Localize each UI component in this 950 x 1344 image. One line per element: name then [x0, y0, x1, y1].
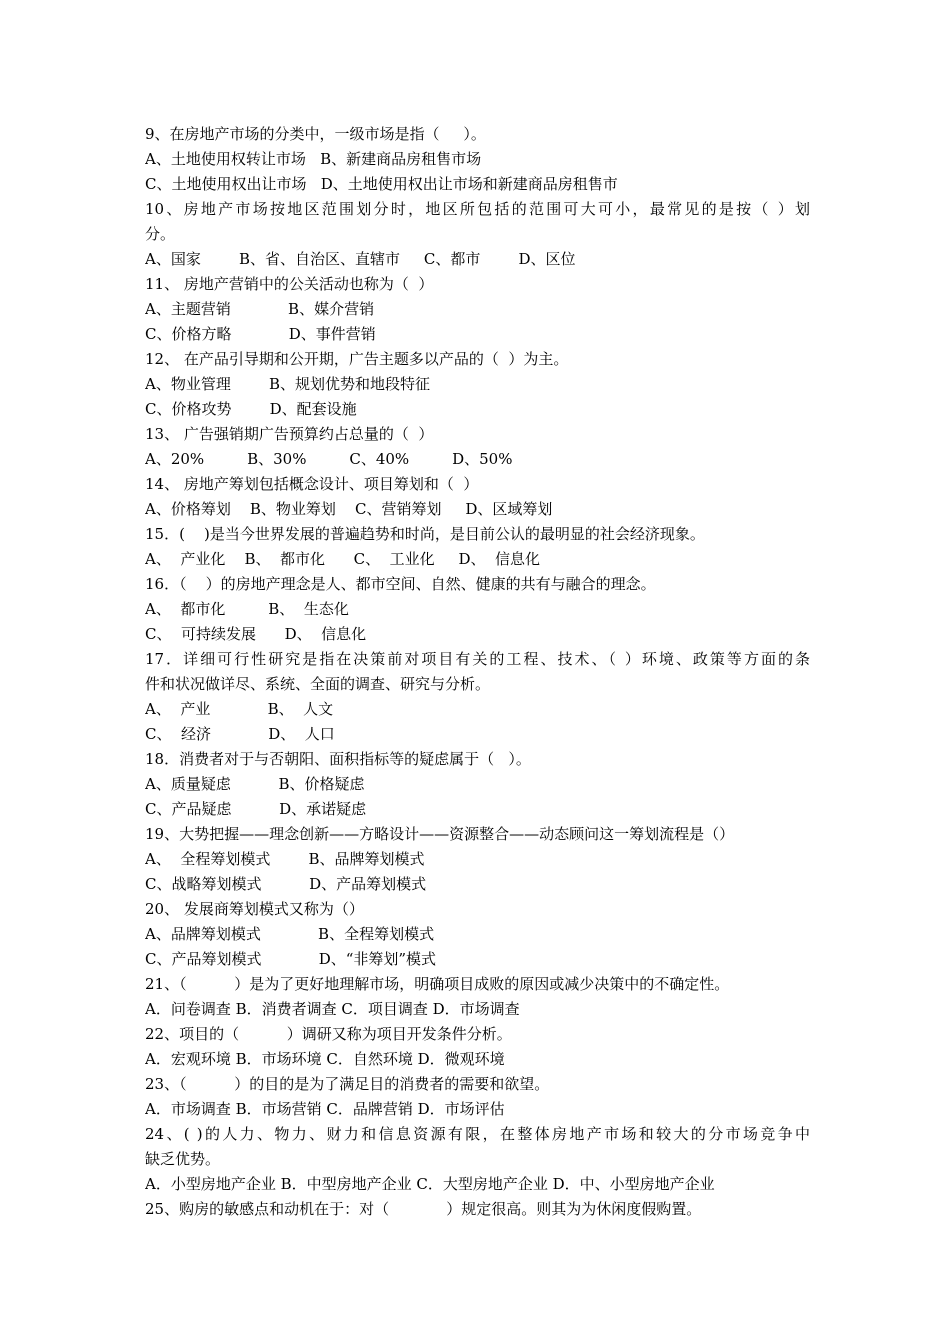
question-19-options-ab: A、 全程筹划模式 B、品牌筹划模式	[145, 850, 425, 868]
question-18-options-ab: A、质量疑虑 B、价格疑虑	[145, 775, 365, 793]
question-21-options: A．问卷调查 B．消费者调查 C．项目调查 D．市场调查	[145, 1000, 520, 1018]
question-22-stem: 22、项目的（ ）调研又称为项目开发条件分析。	[145, 1025, 512, 1043]
question-text-block	[145, 122, 810, 1222]
question-19-options-cd: C、战略筹划模式 D、产品筹划模式	[145, 875, 427, 893]
question-14-options: A、价格筹划 B、物业筹划 C、营销筹划 D、区域筹划	[145, 500, 553, 518]
question-25-stem: 25、购房的敏感点和动机在于：对（ ）规定很高。则其为为休闲度假购置。	[145, 1200, 702, 1218]
question-17-options-ab: A、 产业 B、 人文	[145, 700, 334, 718]
question-17-options-cd: C、 经济 D、 人口	[145, 725, 335, 743]
question-15-options: A、 产业化 B、 都市化 C、 工业化 D、 信息化	[145, 550, 541, 568]
question-23-options: A．市场调查 B．市场营销 C．品牌营销 D．市场评估	[145, 1100, 505, 1118]
question-9-stem: 9、在房地产市场的分类中，一级市场是指（ ）。	[145, 125, 486, 143]
question-20-options-ab: A、品牌筹划模式 B、全程筹划模式	[145, 925, 435, 943]
question-17-stem: 17．详细可行性研究是指在决策前对项目有关的工程、技术、（ ）环境、政策等方面的条	[145, 650, 810, 668]
question-20-stem: 20、 发展商筹划模式又称为（）	[145, 900, 364, 918]
question-18-options-cd: C、产品疑虑 D、承诺疑虑	[145, 800, 367, 818]
question-18-stem: 18．消费者对于与否朝阳、面积指标等的疑虑属于（ ）。	[145, 750, 531, 768]
question-13-options: A、20% B、30% C、40% D、50%	[145, 450, 513, 468]
question-11-options-ab: A、主题营销 B、媒介营销	[145, 300, 375, 318]
question-16-options-ab: A、 都市化 B、 生态化	[145, 600, 349, 618]
question-24-options: A．小型房地产企业 B．中型房地产企业 C．大型房地产企业 D．中、小型房地产企业	[145, 1175, 715, 1193]
question-9-options-cd: C、土地使用权出让市场 D、土地使用权出让市场和新建商品房租售市	[145, 175, 618, 193]
question-23-stem: 23、（ ）的目的是为了满足目的消费者的需要和欲望。	[145, 1075, 550, 1093]
question-24-stem-continued: 缺乏优势。	[145, 1150, 221, 1168]
question-16-stem: 16．（ ）的房地产理念是人、都市空间、自然、健康的共有与融合的理念。	[145, 575, 656, 593]
question-24-stem: 24、( )的人力、物力、财力和信息资源有限，在整体房地产市场和较大的分市场竞争中	[145, 1125, 810, 1143]
question-15-stem: 15．( )是当今世界发展的普遍趋势和时尚，是目前公认的最明显的社会经济现象。	[145, 525, 705, 543]
question-22-options: A．宏观环境 B．市场环境 C．自然环境 D．微观环境	[145, 1050, 505, 1068]
question-10-stem-continued: 分。	[145, 225, 176, 243]
question-10-options: A、国家 B、省、自治区、直辖市 C、都市 D、区位	[145, 250, 576, 268]
question-11-options-cd: C、价格方略 D、事件营销	[145, 325, 376, 343]
question-13-stem: 13、 广告强销期广告预算约占总量的（ ）	[145, 425, 434, 443]
question-9-options-ab: A、土地使用权转让市场 B、新建商品房租售市场	[145, 150, 482, 168]
question-10-stem: 10、房地产市场按地区范围划分时，地区所包括的范围可大可小，最常见的是按（ ）划	[145, 200, 810, 218]
question-12-options-cd: C、价格攻势 D、配套设施	[145, 400, 357, 418]
question-16-options-cd: C、 可持续发展 D、 信息化	[145, 625, 367, 643]
question-20-options-cd: C、产品筹划模式 D、“非筹划”模式	[145, 950, 437, 968]
question-17-stem-continued: 件和状况做详尽、系统、全面的调查、研究与分析。	[145, 675, 491, 693]
question-19-stem: 19、大势把握——理念创新——方略设计——资源整合——动态顾问这一筹划流程是（）	[145, 825, 735, 843]
question-12-options-ab: A、物业管理 B、规划优势和地段特征	[145, 375, 431, 393]
question-21-stem: 21、（ ）是为了更好地理解市场，明确项目成败的原因或减少决策中的不确定性。	[145, 975, 730, 993]
question-11-stem: 11、 房地产营销中的公关活动也称为（ ）	[145, 275, 434, 293]
question-12-stem: 12、 在产品引导期和公开期，广告主题多以产品的（ ）为主。	[145, 350, 569, 368]
question-14-stem: 14、 房地产筹划包括概念设计、项目筹划和（ ）	[145, 475, 479, 493]
